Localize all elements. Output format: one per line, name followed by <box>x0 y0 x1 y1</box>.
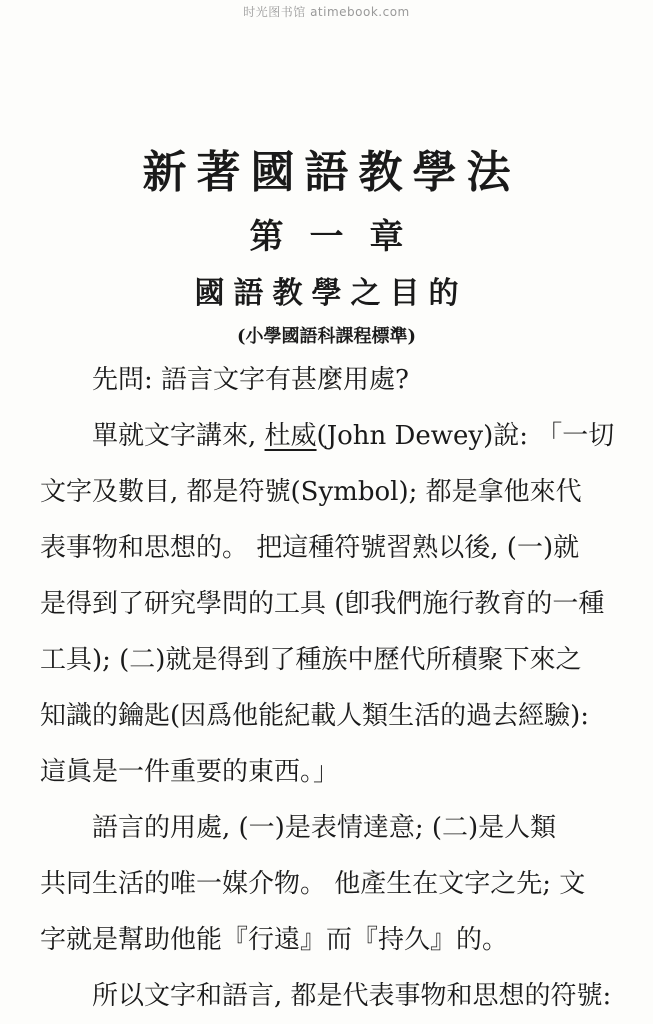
speech-line-3: 字就是幫助他能『行遠』而『持久』的。 <box>40 925 509 955</box>
book-title: 新著國語教學法 <box>142 147 521 198</box>
chapter-heading: 第一章 <box>249 217 430 257</box>
speech-line-2: 共同生活的唯一媒介物。 他產生在文字之先; 文 <box>40 869 586 899</box>
watermark: 时光图书馆 atimebook.com <box>243 5 410 19</box>
quote-intro: 單就文字講來, <box>92 421 257 451</box>
question-line: 先問: 語言文字有甚麼用處? <box>92 365 409 395</box>
quote-line-5: 工具); (二)就是得到了種族中歷代所積聚下來之 <box>40 645 582 675</box>
quote-line-4: 是得到了研究學問的工具 (卽我們施行教育的一種 <box>40 589 605 619</box>
question-paragraph <box>40 352 615 408</box>
body-text <box>40 352 615 1024</box>
dewey-name-en: (John Dewey)說: 「一切 <box>316 421 615 451</box>
quote-line-1 <box>40 408 615 464</box>
quote-line-7: 這眞是一件重要的東西。」 <box>40 757 340 787</box>
dewey-name: 杜威 <box>264 421 317 451</box>
section-title: 國語教學之目的 <box>194 276 468 311</box>
conclusion-paragraph <box>40 968 615 1024</box>
source-note: (小學國語科課程標準) <box>236 326 417 347</box>
conclusion-line: 所以文字和語言, 都是代表事物和思想的符號: <box>92 981 612 1011</box>
quote-line-6: 知識的鑰匙(因爲他能紀載人類生活的過去經驗): <box>40 701 590 731</box>
dewey-quote-paragraph <box>40 408 615 800</box>
speech-paragraph <box>40 800 615 968</box>
speech-line-1: 語言的用處, (一)是表情達意; (二)是人類 <box>92 813 557 843</box>
quote-line-3: 表事物和思想的。 把這種符號習熟以後, (一)就 <box>40 533 580 563</box>
quote-line-2: 文字及數目, 都是符號(Symbol); 都是拿他來代 <box>40 477 582 507</box>
